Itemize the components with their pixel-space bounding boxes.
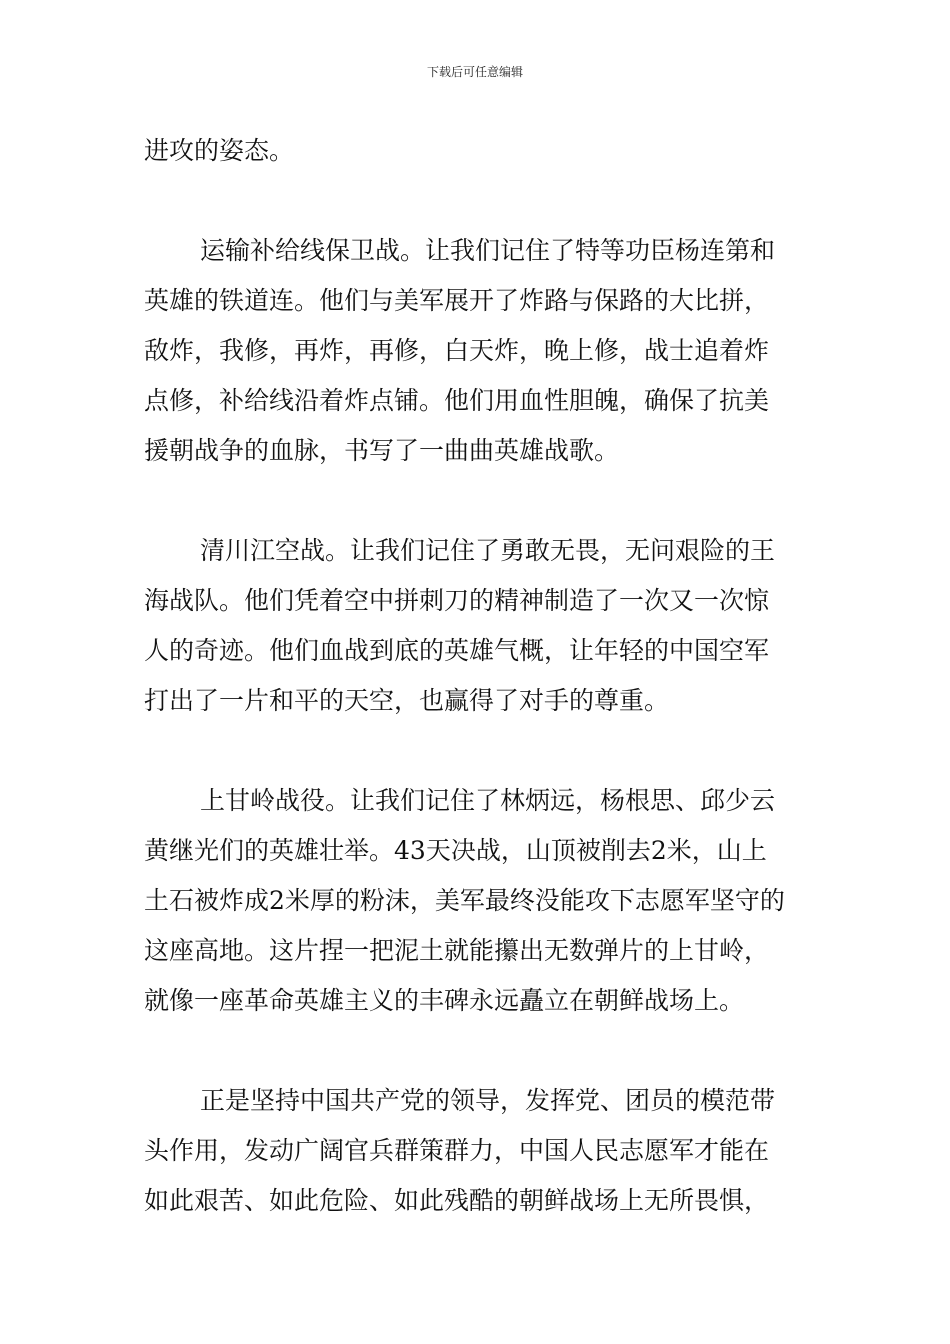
paragraph-gap	[144, 176, 816, 226]
paragraph-1	[144, 126, 816, 176]
text-line: 土石被炸成2米厚的粉沫，美军最终没能攻下志愿军坚守的	[144, 886, 785, 915]
paragraph-5	[144, 1076, 816, 1226]
paragraph-3	[144, 526, 816, 726]
text-line: 就像一座革命英雄主义的丰碑永远矗立在朝鲜战场上。	[144, 986, 745, 1015]
paragraph-gap	[144, 726, 816, 776]
text-line: 援朝战争的血脉，书写了一曲曲英雄战歌。	[144, 436, 620, 465]
text-line: 正是坚持中国共产党的领导，发挥党、团员的模范带	[200, 1086, 776, 1115]
text-line: 这座高地。这片捏一把泥土就能攥出无数弹片的上甘岭，	[144, 936, 770, 965]
text-line: 敌炸，我修，再炸，再修，白天炸，晚上修，战士追着炸	[144, 336, 770, 365]
text-line: 如此艰苦、如此危险、如此残酷的朝鲜战场上无所畏惧，	[144, 1186, 770, 1215]
text-line: 运输补给线保卫战。让我们记住了特等功臣杨连第和	[200, 236, 776, 265]
text-line: 海战队。他们凭着空中拼刺刀的精神制造了一次又一次惊	[144, 586, 770, 615]
text-line: 进攻的姿态。	[144, 136, 295, 165]
text-line: 英雄的铁道连。他们与美军展开了炸路与保路的大比拼，	[144, 286, 770, 315]
paragraph-4	[144, 776, 816, 1026]
paragraph-2	[144, 226, 816, 476]
paragraph-gap	[144, 1026, 816, 1076]
page-header: 下载后可任意编辑	[426, 65, 523, 79]
paragraph-gap	[144, 476, 816, 526]
text-line: 打出了一片和平的天空，也赢得了对手的尊重。	[144, 686, 670, 715]
text-line: 人的奇迹。他们血战到底的英雄气概，让年轻的中国空军	[144, 636, 770, 665]
text-line: 点修，补给线沿着炸点铺。他们用血性胆魄，确保了抗美	[144, 386, 770, 415]
text-line: 上甘岭战役。让我们记住了林炳远，杨根思、邱少云	[200, 786, 776, 815]
document-body	[144, 126, 816, 1226]
text-line: 头作用，发动广阔官兵群策群力，中国人民志愿军才能在	[144, 1136, 770, 1165]
text-line: 黄继光们的英雄壮举。43天决战，山顶被削去2米，山上	[144, 836, 767, 865]
text-line: 清川江空战。让我们记住了勇敢无畏，无问艰险的王	[200, 536, 776, 565]
